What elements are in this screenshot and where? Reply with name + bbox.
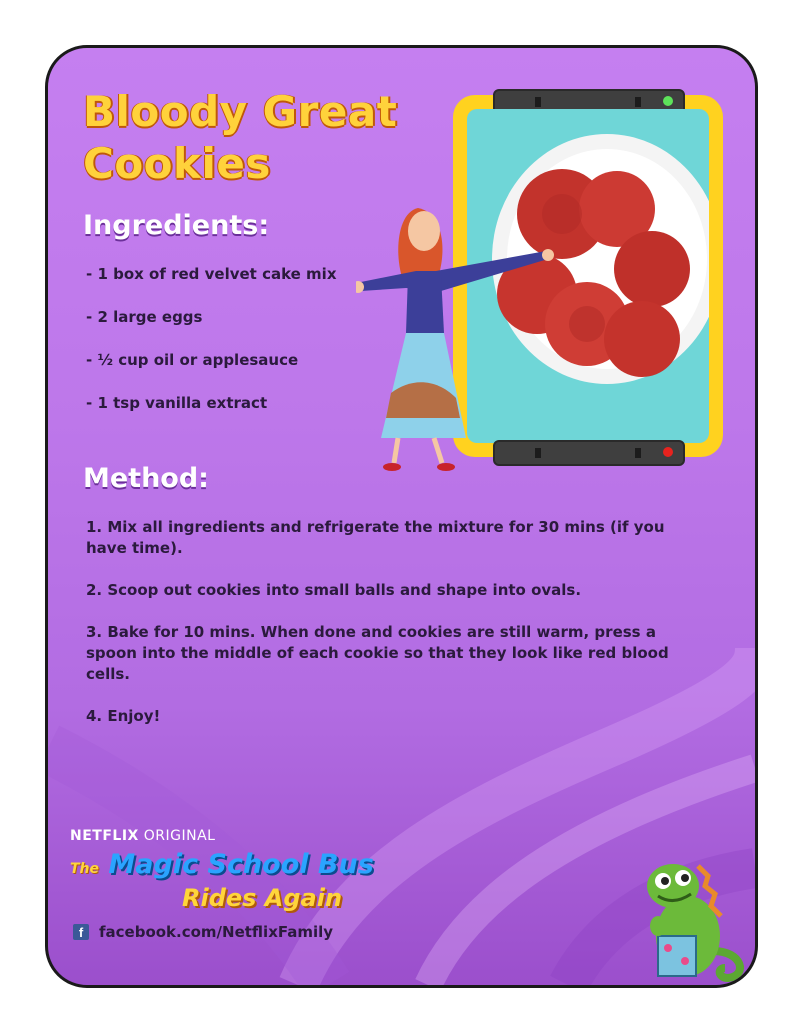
method-step: 3. Bake for 10 mins. When done and cookies are still warm, press a spoon into the middle of each cookie so that they look like red blood cells. xyxy=(86,623,669,683)
tablet-slot xyxy=(635,448,641,458)
show-name: Magic School Bus xyxy=(108,849,374,880)
ingredient-item: - 1 tsp vanilla extract xyxy=(86,394,268,412)
tablet-slot xyxy=(635,97,641,107)
show-logo-line-1 xyxy=(70,850,374,884)
title-line-1: Bloody Great xyxy=(83,87,398,136)
facebook-link[interactable] xyxy=(73,923,333,941)
recipe-title xyxy=(83,86,397,190)
original-word: ORIGINAL xyxy=(138,828,216,844)
ingredients-heading: Ingredients: xyxy=(83,210,270,241)
ms-frizzle-illustration xyxy=(356,183,556,473)
facebook-icon: f xyxy=(73,924,89,940)
ingredient-item: - ½ cup oil or applesauce xyxy=(86,351,299,369)
tablet-slot xyxy=(535,97,541,107)
method-step: 4. Enjoy! xyxy=(86,707,161,725)
netflix-wordmark: NETFLIX xyxy=(70,828,139,844)
liz-lizard-illustration xyxy=(613,856,753,986)
red-light-icon xyxy=(663,447,673,457)
method-steps xyxy=(86,517,706,748)
title-line-2: Cookies xyxy=(83,139,271,188)
green-light-icon xyxy=(663,96,673,106)
method-heading: Method: xyxy=(83,463,209,494)
ingredient-item: - 1 box of red velvet cake mix xyxy=(86,265,337,283)
recipe-card xyxy=(45,45,758,988)
facebook-url[interactable]: facebook.com/NetflixFamily xyxy=(99,923,334,941)
method-step: 1. Mix all ingredients and refrigerate the mixture for 30 mins (if you have time). xyxy=(86,518,665,557)
show-branding xyxy=(70,828,374,912)
ingredients-list xyxy=(86,265,337,437)
show-prefix: The xyxy=(70,861,100,877)
show-logo-line-2: Rides Again xyxy=(182,884,343,912)
method-step: 2. Scoop out cookies into small balls and shape into ovals. xyxy=(86,581,582,599)
ingredient-item: - 2 large eggs xyxy=(86,308,203,326)
netflix-original-label xyxy=(70,828,374,844)
